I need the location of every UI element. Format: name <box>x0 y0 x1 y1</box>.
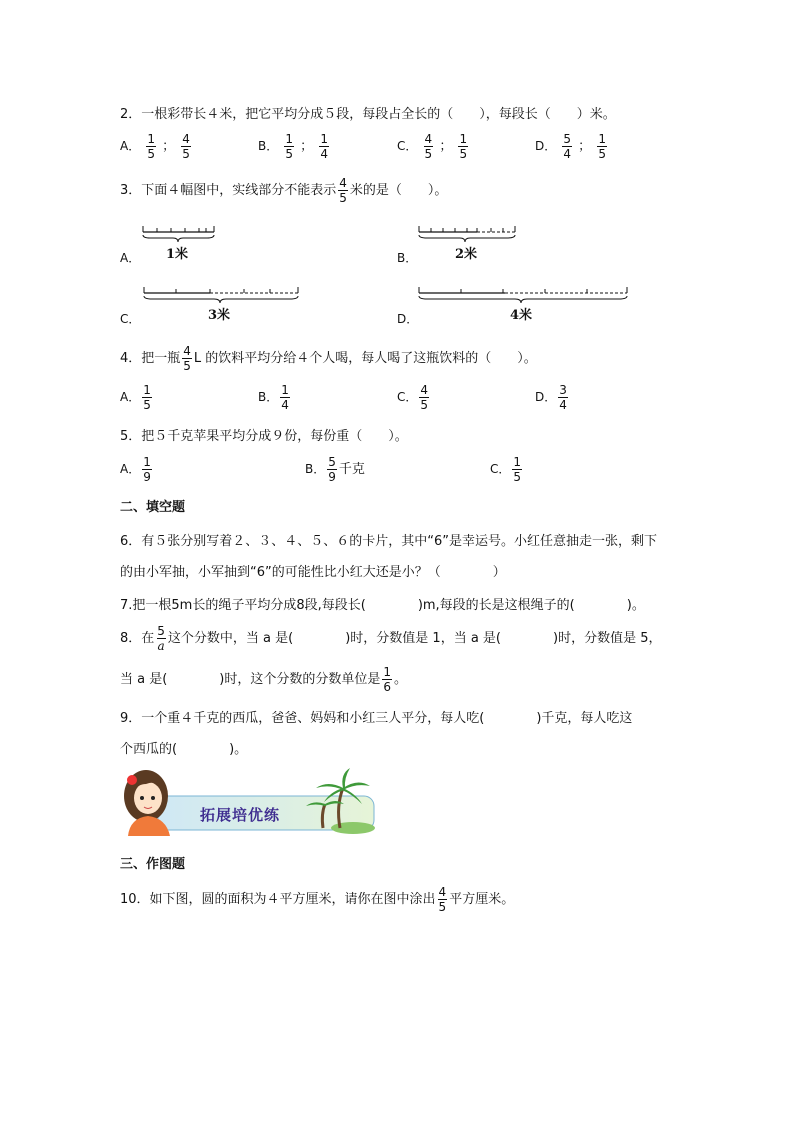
option-unit: 千克 <box>338 462 365 477</box>
ruler-c-figure <box>140 283 302 305</box>
fraction <box>382 665 392 694</box>
q2-option-c <box>397 132 470 161</box>
fraction <box>562 132 572 161</box>
ruler-b-caption: 2米 <box>455 247 478 262</box>
numerator: 1 <box>285 132 294 146</box>
denominator: 4 <box>281 398 289 412</box>
q8-line1 <box>120 624 661 653</box>
denominator: 5 <box>598 147 606 161</box>
fraction <box>142 383 152 412</box>
option-label: C． <box>397 390 418 404</box>
q4-option-b <box>258 383 292 412</box>
numerator: 5 <box>157 624 165 638</box>
extension-practice-banner <box>118 766 376 836</box>
numerator: 1 <box>383 665 392 679</box>
q10-post: 平方厘米。 <box>449 892 515 907</box>
fraction <box>438 885 448 914</box>
fraction <box>146 132 156 161</box>
q2-option-b <box>258 132 331 161</box>
ruler-c-caption: 3米 <box>208 308 231 323</box>
denominator: 5 <box>339 191 347 205</box>
separator: ； <box>300 139 314 154</box>
q2-option-a <box>120 132 193 161</box>
q6-line1: 6．有５张分别写着２、３、４、５、６的卡片，其中“6”是幸运号。小红任意抽走一张，剩下 <box>120 534 658 549</box>
numerator: 4 <box>182 132 190 146</box>
numerator: 1 <box>281 383 289 397</box>
section-title-drawing: 三、作图题 <box>120 857 186 872</box>
ruler-d-caption: 4米 <box>510 308 533 323</box>
fraction <box>327 455 337 484</box>
q2-text: 2．一根彩带长４米，把它平均分成５段，每段占全长的（ ），每段长（ ）米。 <box>120 107 616 122</box>
separator: ； <box>439 139 453 154</box>
q6-line2: 的由小军抽，小军抽到“6”的可能性比小红大还是小？（ ） <box>120 565 506 580</box>
q10-pre: 10．如下图，圆的面积为４平方厘米，请你在图中涂出 <box>120 892 436 907</box>
option-label: B． <box>258 390 279 404</box>
numerator: 1 <box>320 132 328 146</box>
denominator: 4 <box>559 398 567 412</box>
banner-illustration <box>118 766 376 836</box>
numerator: 1 <box>459 132 468 146</box>
numerator: 4 <box>420 383 429 397</box>
q5-option-c <box>490 455 524 484</box>
q7-text: 7.把一根5m长的绳子平均分成8段,每段长( )m,每段的长是这根绳子的( )。 <box>120 598 645 613</box>
option-label: B． <box>258 139 279 153</box>
q10-text <box>120 885 514 914</box>
numerator: 5 <box>563 132 572 146</box>
fraction <box>319 132 329 161</box>
variable-a: a <box>157 639 165 653</box>
denominator: 4 <box>320 147 328 161</box>
numerator: 4 <box>424 132 433 146</box>
denominator: 5 <box>513 470 522 484</box>
fraction <box>458 132 468 161</box>
denominator: 5 <box>143 398 151 412</box>
denominator: 5 <box>424 147 433 161</box>
denominator: 5 <box>183 359 191 373</box>
q9-line1: 9．一个重４千克的西瓜，爸爸、妈妈和小红三人平分，每人吃( )千克，每人吃这 <box>120 711 633 726</box>
denominator: 5 <box>182 147 190 161</box>
q5-option-a <box>120 455 154 484</box>
q8-line2-post: 。 <box>394 672 408 687</box>
fraction <box>338 176 348 205</box>
q8-line2-pre: 当 a 是( )时，这个分数的分数单位是 <box>120 672 381 687</box>
numerator: 1 <box>143 455 151 469</box>
fraction <box>558 383 568 412</box>
fraction <box>182 344 192 373</box>
q9-line2: 个西瓜的( )。 <box>120 742 248 757</box>
numerator: 1 <box>513 455 522 469</box>
q3-pre: 3．下面４幅图中，实线部分不能表示 <box>120 183 337 198</box>
separator: ； <box>578 139 592 154</box>
ruler-b-figure <box>415 222 519 244</box>
numerator: 4 <box>339 176 347 190</box>
denominator: 5 <box>147 147 155 161</box>
fraction <box>419 383 429 412</box>
denominator: 9 <box>328 470 336 484</box>
separator: ； <box>162 139 176 154</box>
q3-text <box>120 176 447 205</box>
denominator: 5 <box>459 147 468 161</box>
q4-option-c <box>397 383 431 412</box>
banner-title: 拓展培优练 <box>200 806 281 824</box>
q3-option-b-label: B． <box>397 251 418 265</box>
option-label: D． <box>535 139 557 153</box>
numerator: 5 <box>328 455 336 469</box>
q8-mid: 这个分数中，当 a 是( )时，分数值是 1，当 a 是( )时，分数值是 5， <box>167 631 662 646</box>
fraction <box>280 383 290 412</box>
numerator: 1 <box>143 383 151 397</box>
option-label: A． <box>120 390 141 404</box>
denominator <box>157 638 166 653</box>
q3-option-a-label: A． <box>120 251 141 265</box>
numerator: 4 <box>438 885 447 899</box>
fraction <box>284 132 294 161</box>
q4-text <box>120 344 537 373</box>
q4-option-d <box>535 383 570 412</box>
option-label: C． <box>490 462 511 476</box>
denominator: 5 <box>420 398 429 412</box>
fraction <box>142 455 152 484</box>
numerator: 4 <box>183 344 191 358</box>
numerator: 1 <box>147 132 155 146</box>
q8-pre: 8．在 <box>120 631 155 646</box>
denominator: 5 <box>285 147 294 161</box>
option-label: D． <box>535 390 557 404</box>
q3-post: 米的是（ ）。 <box>349 183 448 198</box>
q3-option-c-label: C． <box>120 312 141 326</box>
q8-line2 <box>120 665 407 694</box>
option-label: B． <box>305 462 326 476</box>
q4-option-a <box>120 383 154 412</box>
q3-option-d-label: D． <box>397 312 419 326</box>
fraction <box>181 132 191 161</box>
denominator: 5 <box>438 900 447 914</box>
fraction <box>512 455 522 484</box>
denominator: 9 <box>143 470 151 484</box>
option-label: A． <box>120 462 141 476</box>
q2-option-d <box>535 132 609 161</box>
numerator: 1 <box>598 132 606 146</box>
fraction <box>156 624 166 653</box>
option-label: A． <box>120 139 141 153</box>
ruler-a-figure <box>140 222 220 244</box>
q5-option-b <box>305 455 365 484</box>
section-title-fill-in: 二、填空题 <box>120 500 186 515</box>
ruler-a-caption: 1米 <box>166 247 189 262</box>
q4-post: L 的饮料平均分给４个人喝，每人喝了这瓶饮料的（ ）。 <box>193 351 537 366</box>
denominator: 6 <box>383 680 392 694</box>
q4-pre: 4．把一瓶 <box>120 351 181 366</box>
option-label: C． <box>397 139 418 153</box>
fraction <box>424 132 434 161</box>
q5-text: 5．把５千克苹果平均分成９份，每份重（ ）。 <box>120 429 408 444</box>
fraction <box>597 132 607 161</box>
ruler-d-figure <box>415 283 631 305</box>
denominator: 4 <box>563 147 572 161</box>
numerator: 3 <box>559 383 567 397</box>
